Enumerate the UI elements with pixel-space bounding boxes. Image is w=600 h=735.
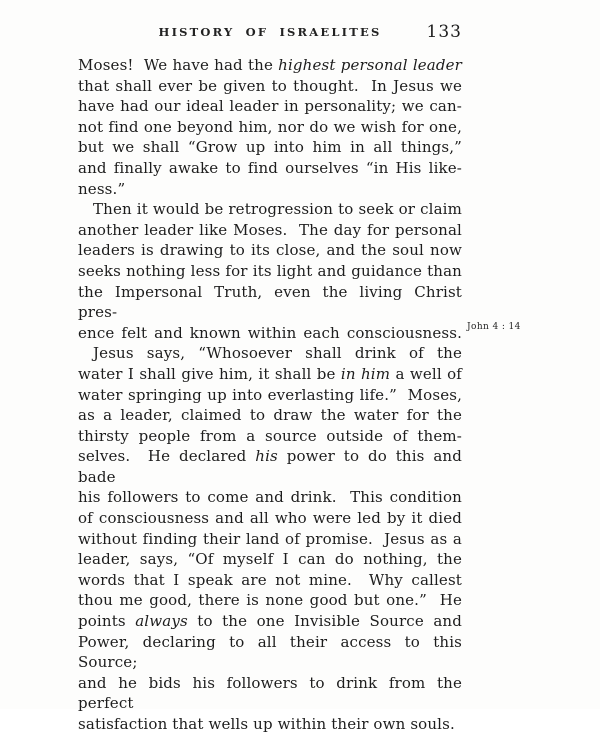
text-line: that shall ever be given to thought. In Jesus we: [78, 76, 462, 95]
text-line: ness.”: [78, 179, 126, 198]
running-header: [78, 22, 462, 42]
text-line: seeks nothing less for its light and guidance than: [78, 261, 462, 280]
text-line: leaders is drawing to its close, and the soul now: [78, 241, 462, 260]
text-line: without finding their land of promise. Jesus as a: [78, 529, 462, 548]
text-line: points always to the one Invisible Source and: [78, 612, 462, 631]
text-line: Then it would be retrogression to seek or claim: [93, 200, 462, 219]
text-line: Moses! We have had the highest personal leader: [78, 56, 462, 74]
text-line: Jesus says, “Whosoever shall drink of the: [93, 344, 462, 363]
text-line: leader, says, “Of myself I can do nothing, the: [78, 550, 462, 569]
page-number: 133: [426, 22, 462, 42]
text-line: water I shall give him, it shall be in him a well of: [78, 364, 462, 383]
margin-note-scripture-reference: John 4 : 14: [467, 322, 521, 332]
paragraph: [78, 343, 462, 734]
text-line: thirsty people from a source outside of them-: [78, 426, 462, 445]
text-line: satisfaction that wells up within their own souls.: [78, 715, 455, 733]
page-title: HISTORY OF ISRAELITES: [158, 25, 382, 39]
text-line: the Impersonal Truth, even the living Christ pres-: [78, 282, 462, 322]
text-line: thou me good, there is none good but one.” He: [78, 591, 462, 610]
text-line: words that I speak are not mine. Why callest: [78, 570, 462, 589]
text-line: and he bids his followers to drink from the perfect: [78, 673, 462, 713]
paragraph: [78, 199, 462, 343]
text-line: but we shall “Grow up into him in all things,”: [78, 138, 462, 157]
text-line: not find one beyond him, nor do we wish for one,: [78, 117, 462, 136]
text-line: water springing up into everlasting life.” Moses,: [78, 385, 462, 404]
text-line: selves. He declared his power to do this and bade: [78, 447, 462, 486]
text-line: his followers to come and drink. This condition: [78, 488, 462, 507]
paragraph: [78, 55, 462, 199]
text-line: and finally awake to find ourselves “in His like-: [78, 158, 462, 177]
text-line: Power, declaring to all their access to this Source;: [78, 632, 462, 672]
text-line: another leader like Moses. The day for personal: [78, 220, 462, 239]
text-line: of consciousness and all who were led by it died: [78, 509, 462, 528]
text-line: have had our ideal leader in personality; we can-: [78, 97, 462, 116]
text-line: ence felt and known within each consciousness.: [78, 323, 462, 342]
body-text: [78, 55, 462, 735]
text-line: as a leader, claimed to draw the water for the: [78, 406, 462, 425]
